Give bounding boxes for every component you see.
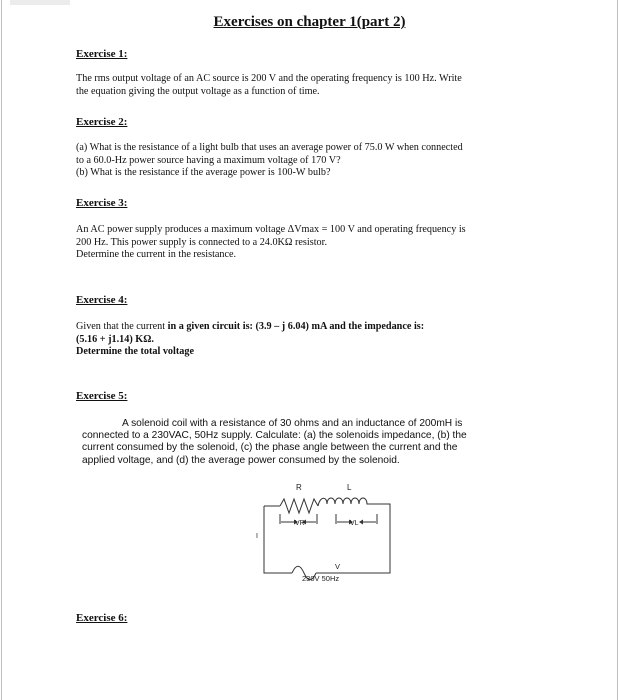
- exercise-3-heading: Exercise 3:: [76, 197, 128, 209]
- exercise-5-heading: Exercise 5:: [76, 390, 128, 402]
- exercise-4-heading: Exercise 4:: [76, 294, 128, 306]
- current-label: I: [256, 533, 258, 540]
- page-right-edge: [617, 0, 618, 700]
- vr-label: VR: [295, 520, 305, 527]
- exercise-6-heading: Exercise 6:: [76, 612, 128, 624]
- exercise-2-text: [76, 142, 546, 180]
- inductor-symbol: [318, 498, 376, 506]
- text-line: applied voltage, and (d) the average power consumed by the solenoid.: [82, 454, 400, 466]
- vl-label: VL: [350, 520, 359, 527]
- header-tab-shadow: [10, 0, 70, 5]
- current-statement: Given that the current: [76, 321, 168, 332]
- vl-arrow-head-left: [359, 520, 363, 525]
- exercise-2-heading: Exercise 2:: [76, 116, 128, 128]
- text-line: current consumed by the solenoid, (c) the phase angle between the current and the: [82, 442, 458, 454]
- source-voltage-label: V: [335, 562, 341, 571]
- text-line: the equation giving the output voltage as a function of time.: [76, 85, 320, 97]
- exercise-3-text: [76, 224, 546, 262]
- exercise-4-text: [76, 321, 546, 359]
- rl-circuit-diagram: [250, 478, 400, 583]
- text-line: A solenoid coil with a resistance of 30 ohms and an inductance of 200mH is: [122, 418, 463, 429]
- text-line: connected to a 230VAC, 50Hz supply. Calculate: (a) the solenoids impedance, (b) the: [82, 430, 467, 442]
- text-line: [76, 321, 546, 334]
- text-line: 200 Hz. This power supply is connected to a 24.0KΩ resistor.: [76, 236, 327, 248]
- text-line: Determine the current in the resistance.: [76, 249, 237, 260]
- text-line: The rms output voltage of an AC source is 200 V and the operating frequency is 100 Hz. Write: [76, 73, 462, 84]
- current-value: in a given circuit is: (3.9 – j 6.04) mA and the impedance is:: [167, 321, 425, 332]
- right-wire: [316, 504, 390, 573]
- text-line: An AC power supply produces a maximum voltage ΔVmax = 100 V and operating frequency is: [76, 224, 466, 235]
- exercise-1-heading: Exercise 1:: [76, 48, 128, 60]
- text-line: (b) What is the resistance if the average power is 100-W bulb?: [76, 167, 331, 178]
- page-left-edge: [1, 0, 2, 700]
- resistor-label: R: [296, 483, 302, 492]
- exercise-1-text: [76, 73, 546, 98]
- exercise-5-text: [82, 418, 534, 467]
- text-line: to a 60.0-Hz power source having a maximum voltage of 170 V?: [76, 154, 341, 166]
- text-line: (a) What is the resistance of a light bulb that uses an average power of 75.0 W when connected: [76, 142, 463, 153]
- left-wire: [264, 506, 292, 573]
- impedance-value: (5.16 + j1.14) KΩ.: [76, 333, 154, 345]
- inductor-label: L: [347, 483, 352, 492]
- question-line: Determine the total voltage: [76, 346, 194, 357]
- resistor-symbol: [280, 499, 318, 513]
- supply-rating-label: 230V 50Hz: [302, 574, 340, 583]
- page-title: Exercises on chapter 1(part 2): [213, 14, 406, 30]
